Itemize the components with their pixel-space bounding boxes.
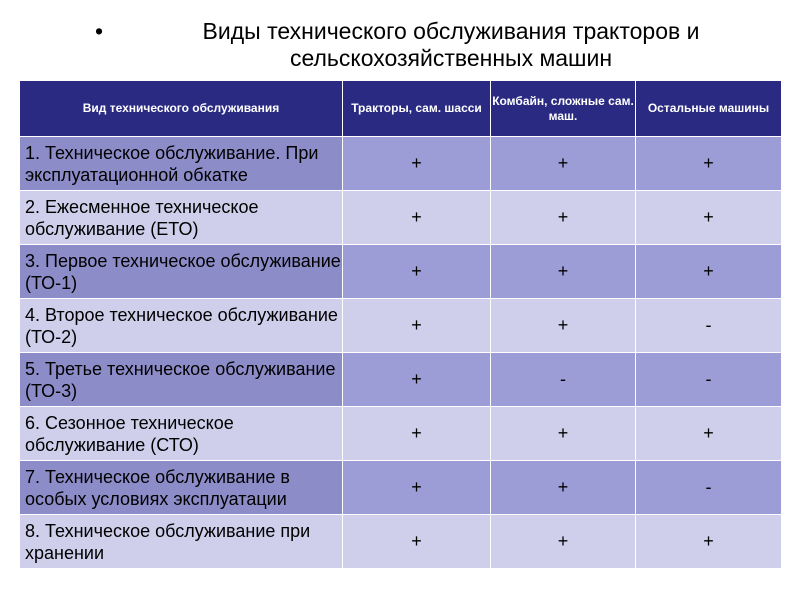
maintenance-table: [19, 80, 782, 569]
cell-combines: +: [491, 299, 636, 353]
cell-other: -: [636, 461, 782, 515]
cell-other: +: [636, 407, 782, 461]
cell-combines: -: [491, 353, 636, 407]
row-service-name: 5. Третье техническое обслуживание (ТО-3): [20, 353, 343, 407]
table-row: [20, 461, 782, 515]
cell-other: +: [636, 515, 782, 569]
row-service-name: 8. Техническое обслуживание при хранении: [20, 515, 343, 569]
cell-tractors: +: [343, 245, 491, 299]
cell-combines: +: [491, 191, 636, 245]
table-row: [20, 353, 782, 407]
cell-other: +: [636, 245, 782, 299]
cell-tractors: +: [343, 407, 491, 461]
slide-title-text: Виды технического обслуживания тракторов и сельскохозяйственных машин: [202, 18, 700, 71]
cell-tractors: +: [343, 353, 491, 407]
slide-title: [95, 18, 785, 72]
header-combines: Комбайн, сложные сам. маш.: [491, 81, 636, 137]
row-service-name: 4. Второе техническое обслуживание (ТО-2): [20, 299, 343, 353]
cell-tractors: +: [343, 299, 491, 353]
cell-other: -: [636, 353, 782, 407]
header-service-type: Вид технического обслуживания: [20, 81, 343, 137]
cell-combines: +: [491, 515, 636, 569]
cell-tractors: +: [343, 515, 491, 569]
table-row: [20, 299, 782, 353]
bullet-icon: •: [95, 18, 104, 44]
table-row: [20, 191, 782, 245]
cell-combines: +: [491, 137, 636, 191]
header-other-machines: Остальные машины: [636, 81, 782, 137]
row-service-name: 3. Первое техническое обслуживание (ТО-1): [20, 245, 343, 299]
row-service-name: 1. Техническое обслуживание. При эксплуатационной обкатке: [20, 137, 343, 191]
row-service-name: 6. Сезонное техническое обслуживание (СТО): [20, 407, 343, 461]
cell-combines: +: [491, 245, 636, 299]
header-tractors: Тракторы, сам. шасси: [343, 81, 491, 137]
cell-combines: +: [491, 461, 636, 515]
cell-tractors: +: [343, 191, 491, 245]
cell-combines: +: [491, 407, 636, 461]
cell-tractors: +: [343, 461, 491, 515]
cell-other: +: [636, 137, 782, 191]
table-row: [20, 515, 782, 569]
cell-other: +: [636, 191, 782, 245]
row-service-name: 2. Ежесменное техническое обслуживание (ЕТО): [20, 191, 343, 245]
table-header-row: [20, 81, 782, 137]
cell-tractors: +: [343, 137, 491, 191]
cell-other: -: [636, 299, 782, 353]
table-row: [20, 407, 782, 461]
table-row: [20, 137, 782, 191]
table-row: [20, 245, 782, 299]
row-service-name: 7. Техническое обслуживание в особых условиях эксплуатации: [20, 461, 343, 515]
